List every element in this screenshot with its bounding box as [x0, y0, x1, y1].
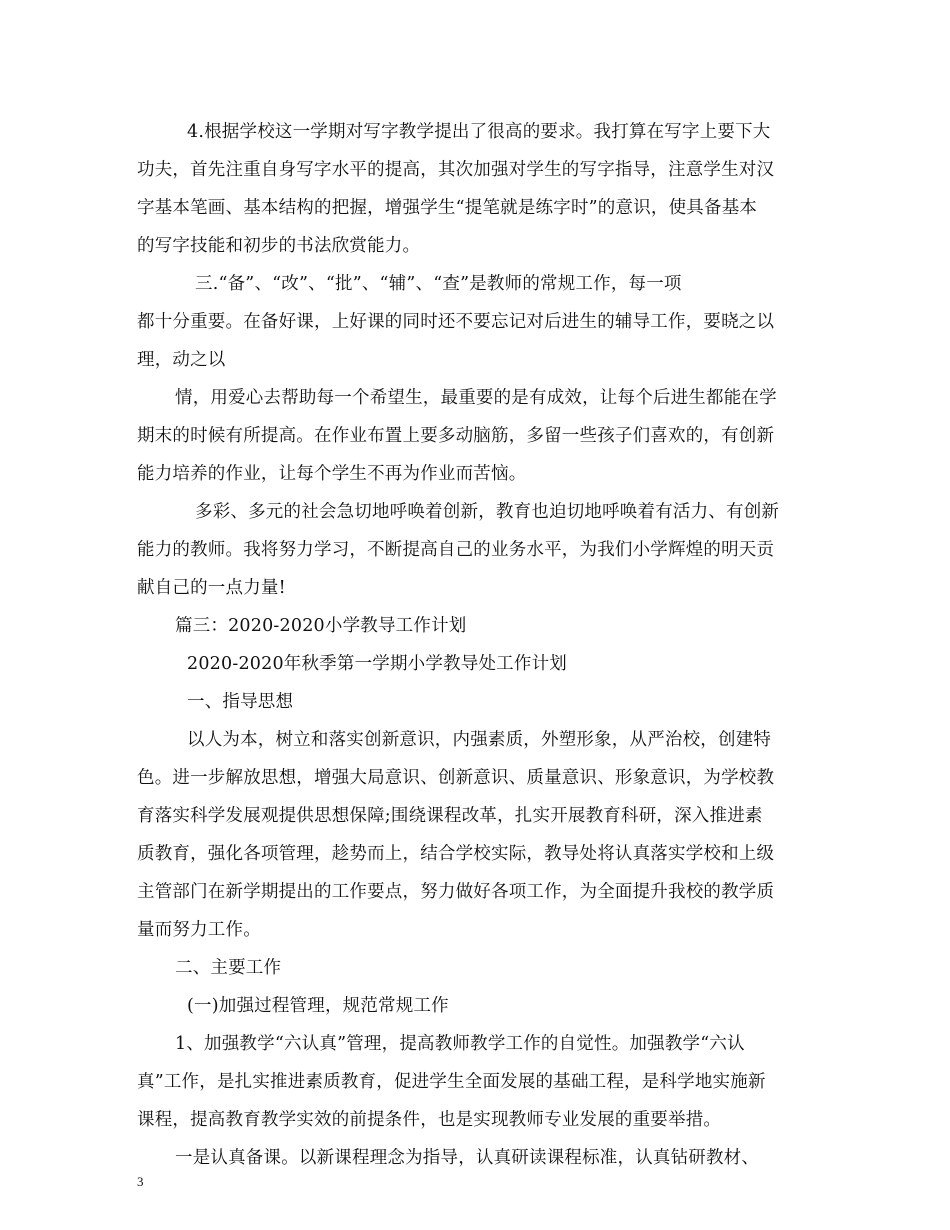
text-line-21: 主管部门在新学期提出的工作要点，努力做好各项工作，为全面提升我校的教学质: [137, 882, 775, 902]
text-line-1: 4.根据学校这一学期对写字教学提出了很高的要求。我打算在写字上要下大: [187, 122, 771, 142]
text-line-27: 课程，提高教育教学实效的前提条件，也是实现教师专业发展的重要举措。: [137, 1110, 722, 1130]
text-line-11: 多彩、多元的社会急切地呼唤着创新，教育也迫切地呼唤着有活力、有创新: [195, 502, 780, 522]
text-line-9: 期末的时候有所提高。在作业布置上要多动脑筋，多留一些孩子们喜欢的，有创新: [137, 426, 775, 446]
subheading-guiding-thought: 一、指导思想: [187, 692, 294, 712]
text-line-6: 都十分重要。在备好课，上好课的同时还不要忘记对后进生的辅导工作，要晓之以: [137, 312, 775, 332]
text-line-5: 三.“备”、“改”、“批”、“辅”、“查”是教师的常规工作，每一项: [195, 274, 682, 294]
text-line-3: 字基本笔画、基本结构的把握，增强学生“提笔就是练字时”的意识，使具备基本: [137, 198, 758, 218]
text-line-7: 理，动之以: [137, 350, 226, 370]
text-line-19: 育落实科学发展观提供思想保障;围绕课程改革，扎实开展教育科研，深入推进素: [137, 806, 763, 826]
subheading-process-management: (一)加强过程管理，规范常规工作: [187, 996, 449, 1016]
plan-title: 2020-2020年秋季第一学期小学教导处工作计划: [187, 654, 567, 674]
text-line-20: 质教育，强化各项管理，趁势而上，结合学校实际，教导处将认真落实学校和上级: [137, 844, 775, 864]
subheading-main-work: 二、主要工作: [175, 958, 282, 978]
text-line-22: 量而努力工作。: [137, 920, 261, 940]
text-line-28: 一是认真备课。以新课程理念为指导，认真研读课程标准，认真钻研教材、: [175, 1148, 760, 1168]
text-line-25: 1、加强教学“六认真”管理，提高教师教学工作的自觉性。加强教学“六认: [175, 1034, 745, 1054]
text-line-12: 能力的教师。我将努力学习，不断提高自己的业务水平，为我们小学辉煌的明天贡: [137, 540, 775, 560]
text-line-4: 的写字技能和初步的书法欣赏能力。: [137, 236, 421, 256]
text-line-26: 真”工作，是扎实推进素质教育，促进学生全面发展的基础工程，是科学地实施新: [137, 1072, 766, 1092]
text-line-13: 献自己的一点力量!: [137, 578, 286, 598]
text-line-10: 能力培养的作业，让每个学生不再为作业而苦恼。: [137, 464, 527, 484]
text-line-17: 以人为本，树立和落实创新意识，内强素质，外塑形象，从严治校，创建特: [187, 730, 772, 750]
page-number: 3: [137, 1174, 144, 1189]
section-heading-3: 篇三：2020-2020小学教导工作计划: [175, 616, 467, 636]
text-line-2: 功夫，首先注重自身写字水平的提高，其次加强对学生的写字指导，注意学生对汉: [137, 160, 775, 180]
text-line-8: 情，用爱心去帮助每一个希望生，最重要的是有成效，让每个后进生都能在学: [175, 388, 777, 408]
text-line-18: 色。进一步解放思想，增强大局意识、创新意识、质量意识、形象意识，为学校教: [137, 768, 775, 788]
